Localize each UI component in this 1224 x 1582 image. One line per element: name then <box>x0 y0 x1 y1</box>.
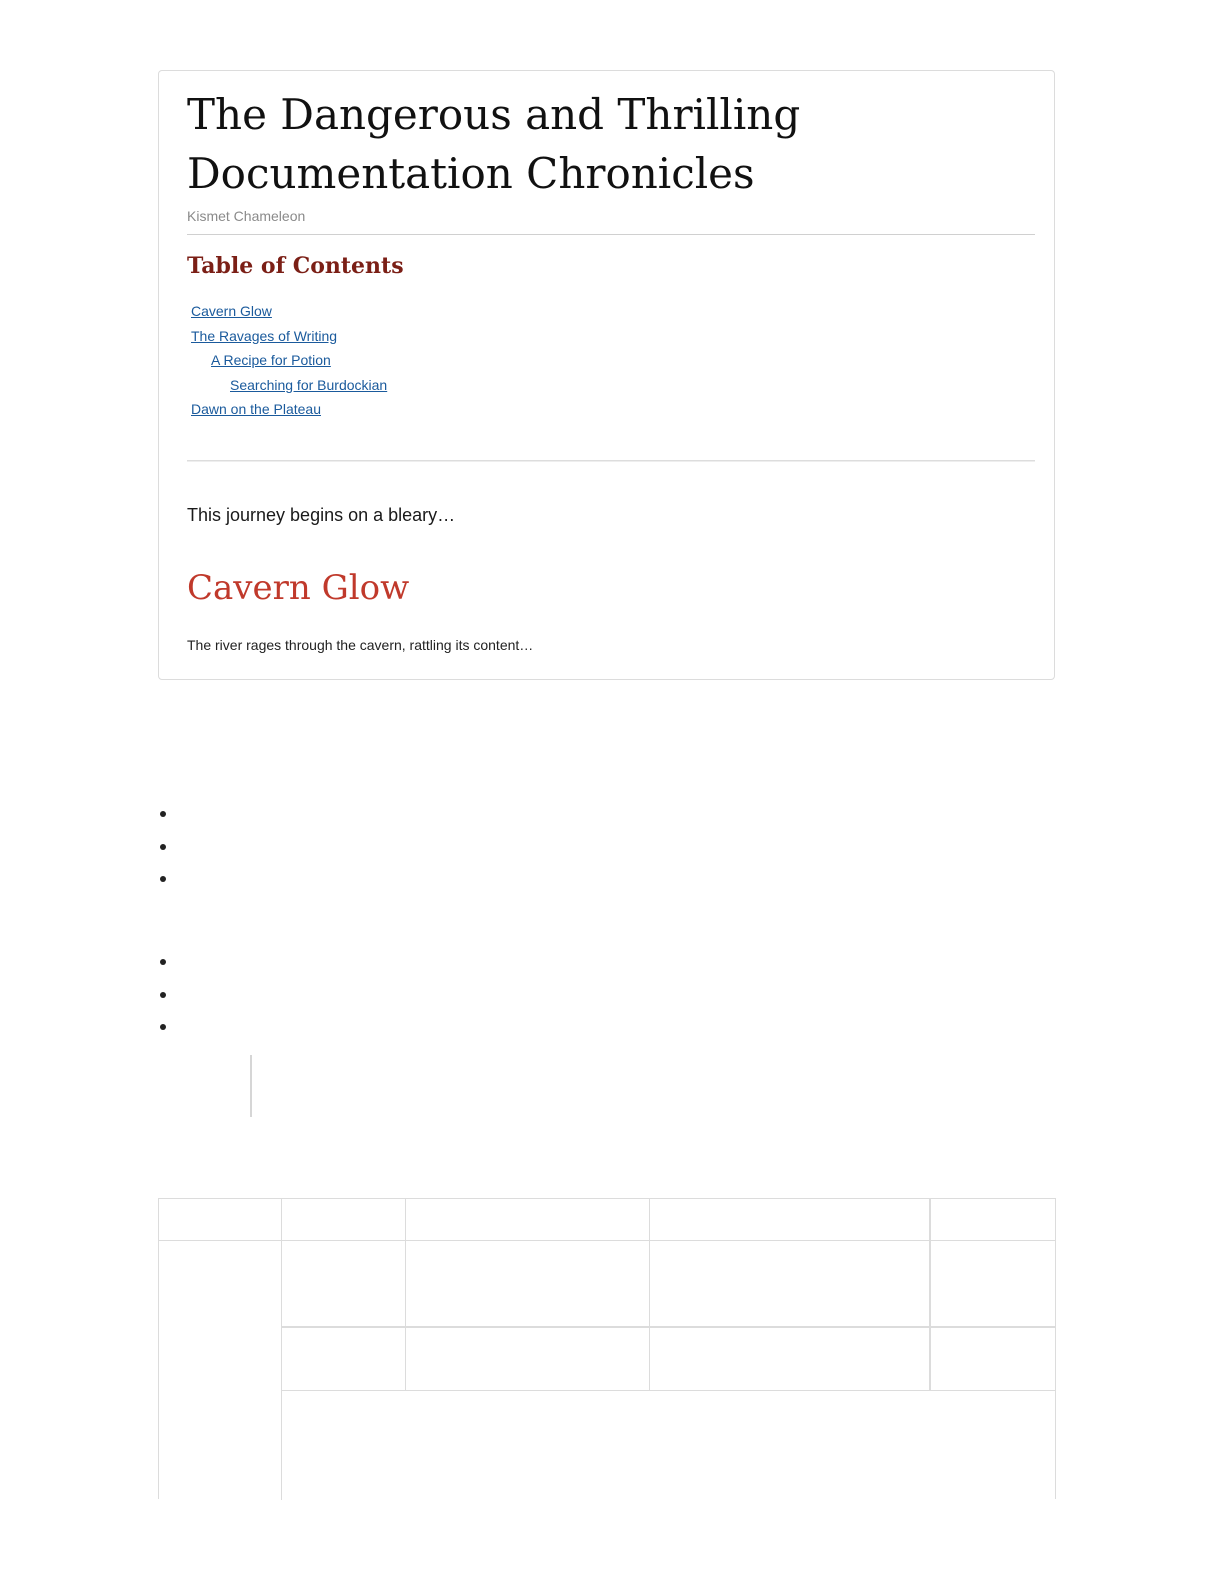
intro-text: This journey begins on a bleary… <box>187 505 456 525</box>
table-row-divider <box>282 1326 1055 1328</box>
toc-link-recipe-for-potion[interactable]: A Recipe for Potion <box>211 352 331 368</box>
table-column-divider <box>405 1199 406 1391</box>
document-card <box>158 70 1055 680</box>
toc-link-ravages-of-writing[interactable]: The Ravages of Writing <box>191 327 338 344</box>
table-row-divider <box>159 1240 1055 1241</box>
toc-item <box>191 349 387 374</box>
toc-item <box>191 374 387 399</box>
blockquote-bar <box>250 1055 252 1117</box>
title-divider <box>187 234 1035 235</box>
toc-divider <box>187 460 1035 462</box>
table-column-divider <box>281 1199 282 1500</box>
table-of-contents <box>191 300 387 423</box>
toc-heading: Table of Contents <box>187 253 404 279</box>
document-title: The Dangerous and Thrilling Documentation Chronicles <box>187 90 801 198</box>
empty-table <box>158 1198 1056 1499</box>
author-name: Kismet Chameleon <box>187 208 306 224</box>
table-column-divider <box>649 1199 650 1391</box>
toc-link-dawn-on-plateau[interactable]: Dawn on the Plateau <box>191 401 321 417</box>
table-column-divider <box>929 1199 931 1391</box>
toc-item <box>191 300 387 325</box>
section-body: The river rages through the cavern, rattling its content… <box>187 637 534 653</box>
toc-item <box>191 398 387 423</box>
table-row-divider <box>282 1390 1055 1391</box>
toc-link-searching-for-burdockian[interactable]: Searching for Burdockian <box>230 376 388 393</box>
toc-item <box>191 325 387 350</box>
section-heading: Cavern Glow <box>187 568 410 608</box>
toc-link-cavern-glow[interactable]: Cavern Glow <box>191 303 272 319</box>
